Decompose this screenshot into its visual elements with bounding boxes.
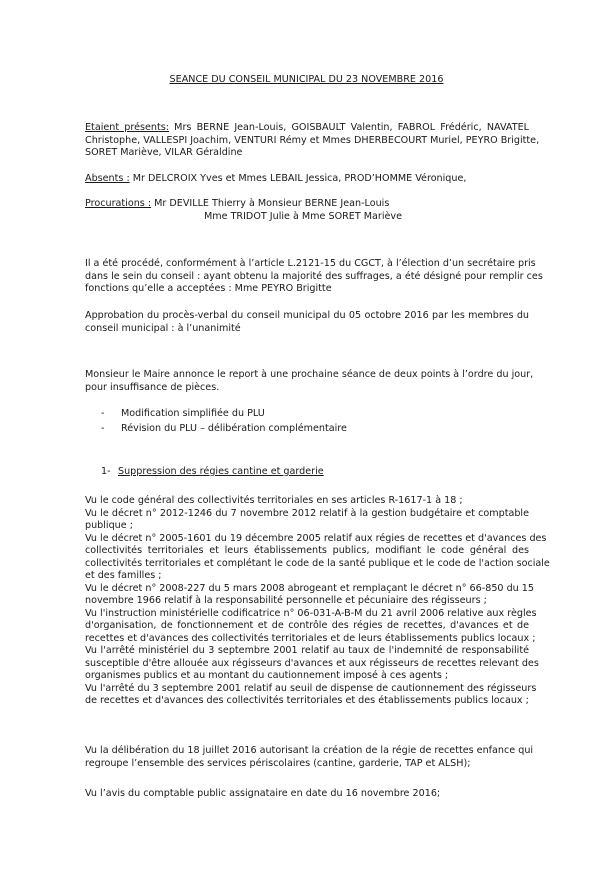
procurations-label: Procurations : <box>85 198 152 209</box>
deliberation-paragraph <box>85 745 534 770</box>
section-title: Suppression des régies cantine et garderie <box>118 466 324 477</box>
section-heading <box>101 466 521 479</box>
avis-paragraph <box>85 788 529 801</box>
vu-line: Vu l'arrêté ministériel du 3 septembre 2001 relatif au taux de l'indemnité de responsabilité <box>85 645 529 656</box>
vu-line: Vu l'arrêté du 3 septembre 2001 relatif au seuil de dispense de cautionnement des régisseurs <box>85 682 537 694</box>
vu-line: collectivités territoriales et complétant le code de la santé publique et le code de l'action sociale <box>85 557 550 569</box>
vu-line: de recettes et d'avances des collectivités territoriales et des établissements publics locaux ; <box>85 695 529 706</box>
vu-line: d'organisation, de fonctionnement et de contrôle des régies de recettes, d'avances et de <box>85 620 529 631</box>
vu-line: Vu le décret n° 2008-227 du 5 mars 2008 abrogeant et remplaçant le décret n° 66-850 du 15 <box>85 582 535 594</box>
vu-line: Vu le code général des collectivités territoriales en ses articles R-1617-1 à 18 ; <box>85 495 463 506</box>
approbation-line-1: Approbation du procès-verbal du conseil municipal du 05 octobre 2016 par les membres du <box>85 310 529 321</box>
secretaire-line-2: dans le sein du conseil : ayant obtenu la majorité des suffrages, a été désigné pour remplir ces <box>85 270 543 282</box>
approbation-paragraph <box>85 310 529 335</box>
vu-line: organismes publics et au montant du cautionnement imposé à ces agents ; <box>85 670 449 681</box>
bullet-text: Révision du PLU – délibération complémentaire <box>121 423 347 434</box>
bullet-item-2 <box>101 423 521 436</box>
secretaire-line-3: fonctions qu’elle a acceptées : Mme PEYRO Brigitte <box>85 283 332 294</box>
presents-line-1: Etaient présents: Mrs BERNE Jean-Louis, GOISBAULT Valentin, FABROL Frédéric, NAVATEL <box>85 122 529 133</box>
presents-line-3: SORET Mariève, VILAR Géraldine <box>85 147 243 158</box>
vu-line: Vu l'instruction ministérielle codificatrice n° 06-031-A-B-M du 21 avril 2006 relative aux règles <box>85 607 537 619</box>
vu-line: publique ; <box>85 520 133 531</box>
presents-paragraph <box>85 122 540 160</box>
vu-line: novembre 1966 relatif à la responsabilité personnelle et pécuniaire des régisseurs ; <box>85 595 487 606</box>
report-paragraph <box>85 369 534 394</box>
secretaire-paragraph <box>85 258 543 296</box>
vu-paragraph <box>85 495 550 708</box>
absents-label: Absents : <box>85 173 130 184</box>
report-line-1: Monsieur le Maire annonce le report à une prochaine séance de deux points à l’ordre du jour, <box>85 369 534 380</box>
secretaire-line-1: Il a été procédé, conformément à l’article L.2121-15 du CGCT, à l’élection d’un secrétaire pris <box>85 258 536 269</box>
procurations-paragraph <box>85 198 529 223</box>
bullet-text: Modification simplifiée du PLU <box>121 408 265 419</box>
vu-line: Vu le décret n° 2005-1601 du 19 décembre 2005 relatif aux régies de recettes et d'avances des <box>85 532 547 544</box>
procuration-line-1: Mr DEVILLE Thierry à Monsieur BERNE Jean-Louis <box>151 198 390 209</box>
bullet-dash: - <box>101 408 105 419</box>
bullet-dash: - <box>101 423 105 434</box>
vu-line: Vu le décret n° 2012-1246 du 7 novembre 2012 relatif à la gestion budgétaire et comptable <box>85 507 529 519</box>
presents-label: Etaient présents: <box>85 122 169 133</box>
page-title: SEANCE DU CONSEIL MUNICIPAL DU 23 NOVEMBRE 2016 <box>169 74 444 85</box>
report-line-2: pour insuffisance de pièces. <box>85 381 220 393</box>
deliberation-line-1: Vu la délibération du 18 juillet 2016 autorisant la création de la régie de recettes enfance qui <box>85 745 534 756</box>
procuration-line-2: Mme TRIDOT Julie à Mme SORET Mariève <box>204 210 403 222</box>
deliberation-line-2: regroupe l’ensemble des services périscolaires (cantine, garderie, TAP et ALSH); <box>85 757 471 769</box>
approbation-line-2: conseil municipal : à l’unanimité <box>85 322 241 334</box>
bullet-item-1 <box>101 408 521 421</box>
presents-line-2: Christophe, VALLESPI Joachim, VENTURI Rémy et Mmes DHERBECOURT Muriel, PEYRO Brigitte, <box>85 134 540 146</box>
absents-text: Mr DELCROIX Yves et Mmes LEBAIL Jessica, PROD’HOMME Véronique, <box>129 173 467 184</box>
vu-line: recettes et d'avances des collectivités territoriales et de leurs établissements publics locaux ; <box>85 632 536 644</box>
section-number: 1- <box>101 466 111 477</box>
vu-line: susceptible d'être allouée aux régisseurs d'avances et aux régisseurs de recettes relevant des <box>85 657 539 669</box>
vu-line: et des familles ; <box>85 570 162 581</box>
avis-line: Vu l’avis du comptable public assignataire en date du 16 novembre 2016; <box>85 788 441 799</box>
vu-line: collectivités territoriales et leurs établissements publics, modifiant le code général des <box>85 545 529 556</box>
absents-paragraph <box>85 173 529 186</box>
